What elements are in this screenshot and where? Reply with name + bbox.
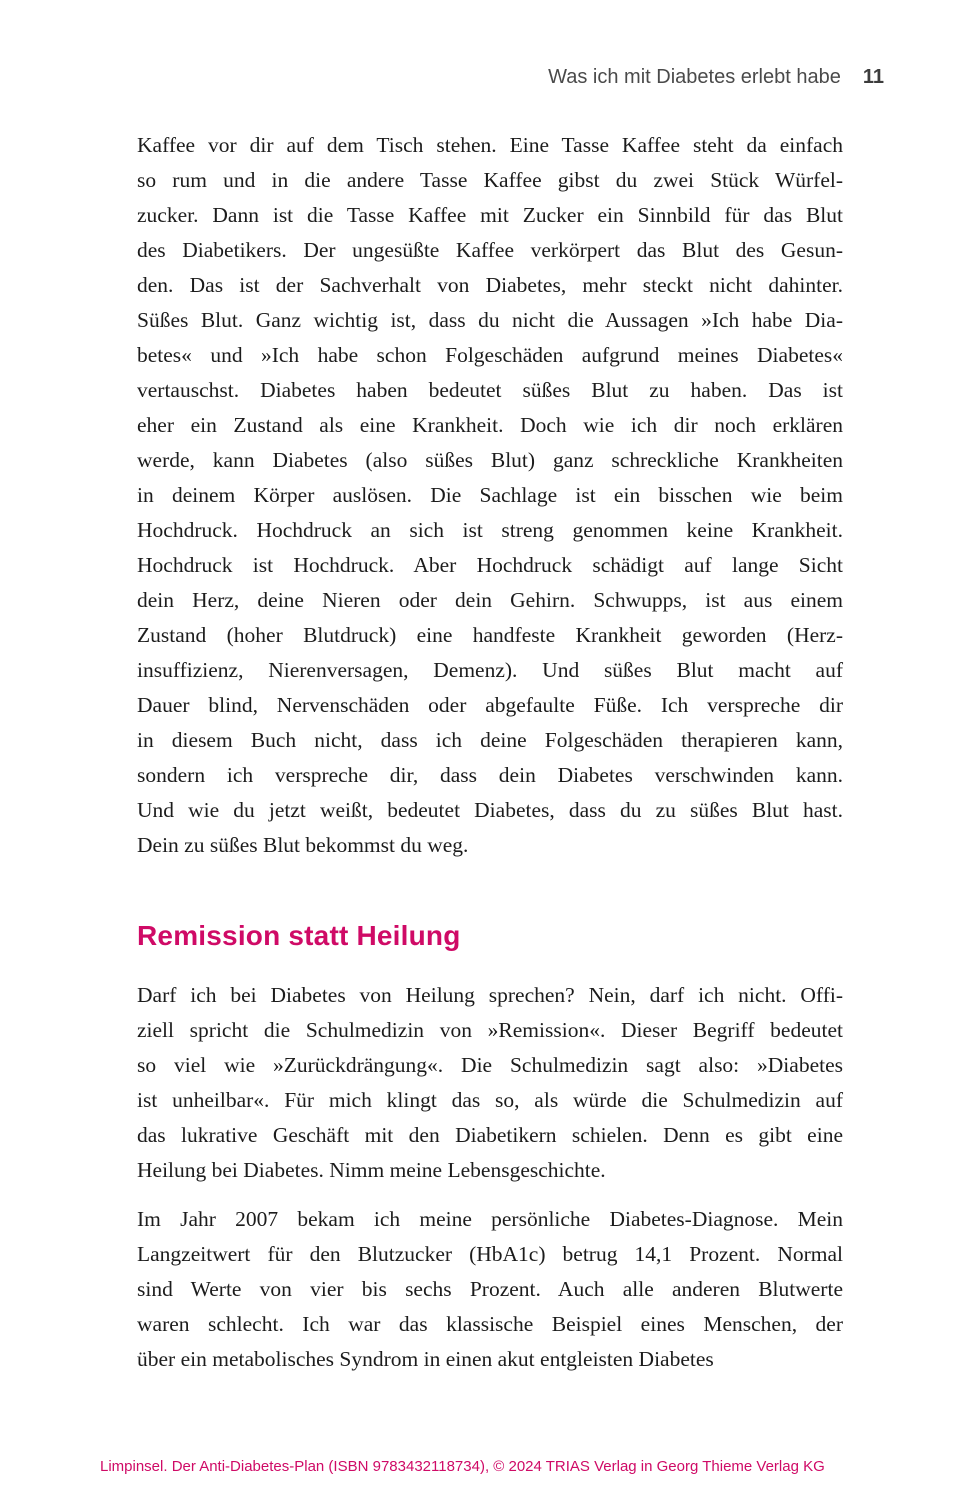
text-line: dein Herz, deine Nieren oder dein Gehirn. Schwupps, ist aus einem [137,588,843,612]
text-line: eher ein Zustand als eine Krankheit. Doch wie ich dir noch erklären [137,413,843,437]
text-line: sind Werte von vier bis sechs Prozent. Auch alle anderen Blutwerte [137,1277,843,1301]
text-line: sondern ich verspreche dir, dass dein Diabetes verschwinden kann. [137,763,843,787]
text-line: Im Jahr 2007 bekam ich meine persönliche Diabetes-Diagnose. Mein [137,1207,843,1231]
text-line: ziell spricht die Schulmedizin von »Remission«. Dieser Begriff bedeutet [137,1018,843,1042]
text-line: Dein zu süßes Blut bekommst du weg. [137,833,469,857]
text-line: über ein metabolisches Syndrom in einen akut entgleisten Diabetes [137,1347,714,1371]
text-line: des Diabetikers. Der ungesüßte Kaffee verkörpert das Blut des Gesun- [137,238,843,262]
text-line: werde, kann Diabetes (also süßes Blut) ganz schreckliche Krankheiten [137,448,843,472]
paragraph-remission [137,978,843,1188]
page-number: 11 [862,66,884,88]
text-line: Darf ich bei Diabetes von Heilung sprechen? Nein, darf ich nicht. Offi- [137,983,843,1007]
text-line: Und wie du jetzt weißt, bedeutet Diabetes, dass du zu süßes Blut hast. [137,798,843,822]
text-line: in deinem Körper auslösen. Die Sachlage ist ein bisschen wie beim [137,483,843,507]
text-line: Hochdruck. Hochdruck an sich ist streng genommen keine Krankheit. [137,518,843,542]
section-heading: Remission statt Heilung [137,920,461,951]
text-line: waren schlecht. Ich war das klassische Beispiel eines Menschen, der [137,1312,843,1336]
text-line: vertauschst. Diabetes haben bedeutet süßes Blut zu haben. Das ist [137,378,843,402]
paragraph-diagnose [137,1202,843,1377]
running-head [137,66,884,89]
text-line: ist unheilbar«. Für mich klingt das so, als würde die Schulmedizin auf [137,1088,843,1112]
running-head-title: Was ich mit Diabetes erlebt habe [548,66,841,88]
text-line: Hochdruck ist Hochdruck. Aber Hochdruck schädigt auf lange Sicht [137,553,843,577]
text-line: den. Das ist der Sachverhalt von Diabetes, mehr steckt nicht dahinter. [137,273,843,297]
text-line: Langzeitwert für den Blutzucker (HbA1c) betrug 14,1 Prozent. Normal [137,1242,843,1266]
text-line: das lukrative Geschäft mit den Diabetikern schielen. Denn es gibt eine [137,1123,843,1147]
text-line: Kaffee vor dir auf dem Tisch stehen. Eine Tasse Kaffee steht da einfach [137,133,843,157]
text-line: Zustand (hoher Blutdruck) eine handfeste Krankheit geworden (Herz- [137,623,843,647]
text-block [137,128,843,1377]
copyright-footer: Limpinsel. Der Anti-Diabetes-Plan (ISBN 9783432118734), © 2024 TRIAS Verlag in Georg Thieme Verlag KG [100,1458,825,1475]
text-line: Süßes Blut. Ganz wichtig ist, dass du nicht die Aussagen »Ich habe Dia- [137,308,843,332]
text-line: zucker. Dann ist die Tasse Kaffee mit Zucker ein Sinnbild für das Blut [137,203,843,227]
text-line: Heilung bei Diabetes. Nimm meine Lebensgeschichte. [137,1158,606,1182]
text-line: Dauer blind, Nervenschäden oder abgefaulte Füße. Ich verspreche dir [137,693,843,717]
text-line: so viel wie »Zurückdrängung«. Die Schulmedizin sagt also: »Diabetes [137,1053,843,1077]
text-line: insuffizienz, Nierenversagen, Demenz). Und süßes Blut macht auf [137,658,843,682]
text-line: so rum und in die andere Tasse Kaffee gibst du zwei Stück Würfel- [137,168,843,192]
text-line: betes« und »Ich habe schon Folgeschäden aufgrund meines Diabetes« [137,343,843,367]
text-line: in diesem Buch nicht, dass ich deine Folgeschäden therapieren kann, [137,728,843,752]
paragraph-kaffee [137,128,843,863]
